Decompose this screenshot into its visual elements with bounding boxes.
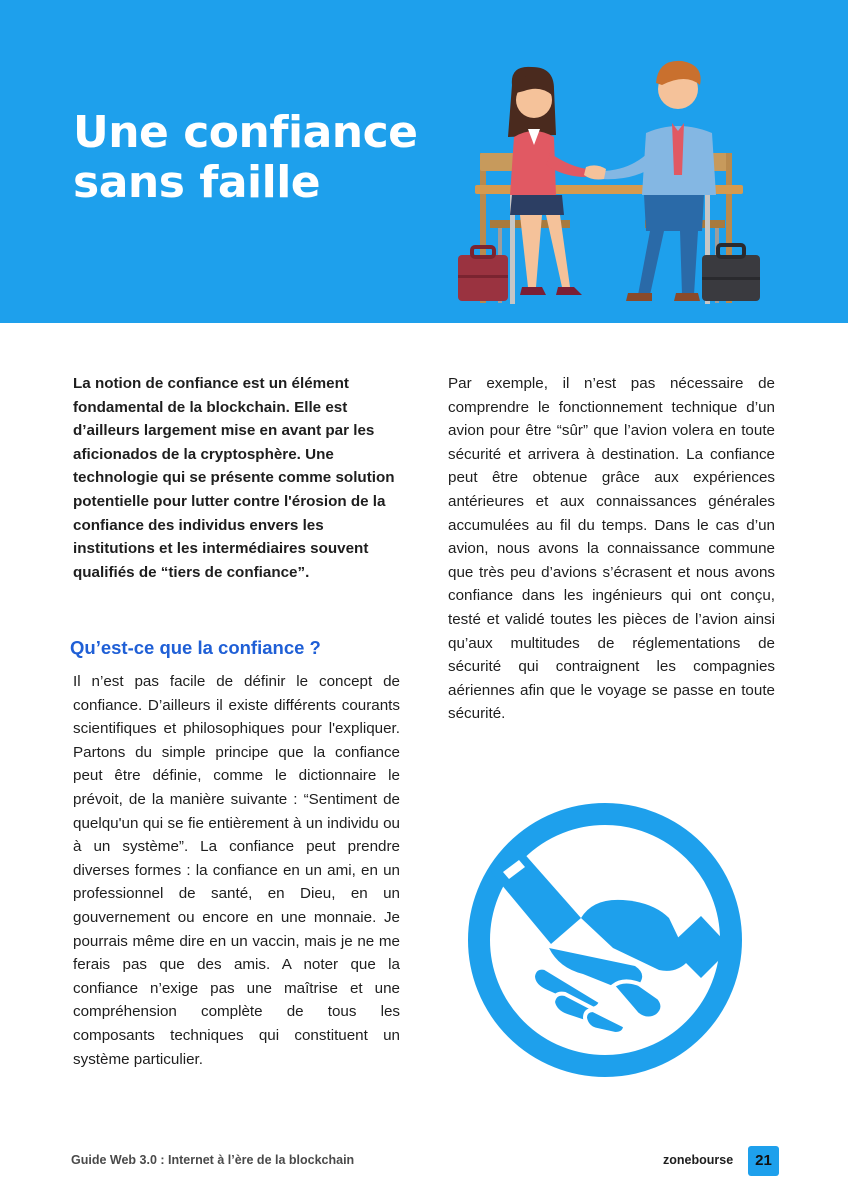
title-line-2: sans faille (73, 157, 321, 208)
business-handshake-illustration (450, 55, 770, 310)
right-body-paragraph: Par exemple, il n’est pas nécessaire de comprendre le fonctionnement technique d’un avion pour être “sûr” que l’avion volera en toute sécurité et arrivera à destination. La confiance peut être obtenue grâce aux expériences antérieures et aux connaissances générales accumulées au fil du temps. Dans le cas d’un avion, nous avons la connaissance commune que très peu d’avions s’écrasent et nous avons confiance dans les ingénieurs qui ont conçu, testé et validé toutes les pièces de l’avion ainsi qu’aux multitudes de réglementations de sécurité qui contraignent les compagnies aériennes afin que le voyage se passe en toute sécurité. (448, 375, 775, 723)
handshake-icon (463, 798, 747, 1082)
footer-brand: zonebourse (663, 1153, 734, 1167)
title-line-1: Une confiance (73, 107, 418, 158)
header-banner (0, 0, 848, 323)
page-number: 21 (748, 1146, 779, 1176)
page-title (73, 108, 453, 208)
footer-guide-title: Guide Web 3.0 : Internet à l’ère de la blockchain (71, 1153, 355, 1167)
section-heading: Qu’est-ce que la confiance ? (70, 637, 321, 658)
left-body-paragraph: Il n’est pas facile de définir le concept de confiance. D’ailleurs il existe différents courants scientifiques et philosophiques pour l'expliquer. Partons du simple principe que la confiance peut être définie, comme le dictionnaire le prévoit, de la manière suivante : “Sentiment de quelqu'un qui se fie entièrement à un individu ou à un système”. La confiance peut prendre diverses formes : la confiance en un ami, en un professionnel de santé, en Dieu, en un gouvernement ou encore en une monnaie. Je pourrais même dire en un vaccin, mais je ne me ferais pas que des amis. A noter que la confiance n’exige pas une maîtrise et une compréhension complète de tous les composants techniques qui constituent un système particulier. (73, 673, 400, 1068)
intro-paragraph: La notion de confiance est un élément fondamental de la blockchain. Elle est d’ailleurs largement mise en avant par les aficionados de la cryptosphère. Une technologie qui se présente comme solution potentielle pour lutter contre l'érosion de la confiance des individus envers les institutions et les intermédiaires souvent qualifiés de “tiers de confiance”. (73, 375, 395, 581)
